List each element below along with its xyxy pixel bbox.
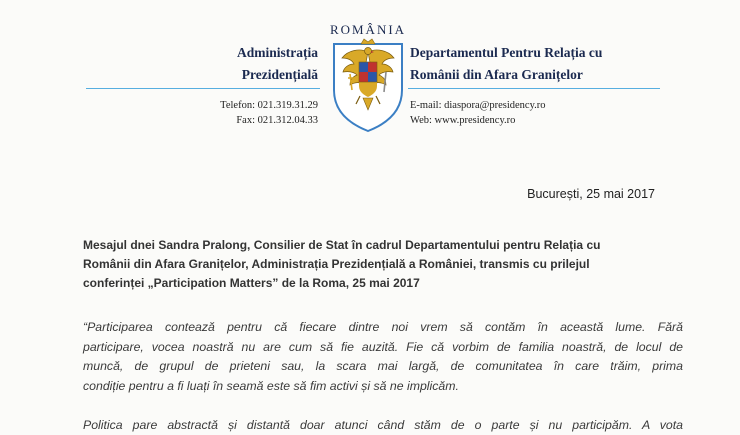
- department-title: [410, 42, 650, 86]
- body-line: muncă, de grupul de prieteni sau, la scara mai largă, de comunitatea în care trăim, prima: [83, 357, 683, 377]
- phone-number: Telefon: 021.319.31.29: [150, 98, 318, 113]
- message-title-line: Românii din Afara Granițelor, Administrația Prezidențială a României, transmis cu prilejul: [83, 255, 683, 274]
- body-line: [83, 396, 683, 416]
- administration-title-line-2: Prezidențială: [150, 64, 318, 86]
- body-line: Politica pare abstractă și distantă doar atunci când stăm de o parte și nu participăm. A vota: [83, 416, 683, 435]
- message-title: [83, 236, 683, 293]
- message-title-line: Mesajul dnei Sandra Pralong, Consilier de Stat în cadrul Departamentului pentru Relația cu: [83, 236, 683, 255]
- department-title-line-1: Departamentul Pentru Relația cu: [410, 42, 650, 64]
- message-body: [83, 318, 683, 435]
- header-rule-left: [86, 88, 320, 89]
- header-rule-right: [408, 88, 660, 89]
- web-address: Web: www.presidency.ro: [410, 113, 650, 128]
- country-name: ROMÂNIA: [318, 22, 418, 38]
- department-title-line-2: Românii din Afara Granițelor: [410, 64, 650, 86]
- body-line: condiție pentru a fi luați în seamă este să fim activi și să ne implicăm.: [83, 377, 683, 397]
- email-address: E-mail: diaspora@presidency.ro: [410, 98, 650, 113]
- administration-title: [150, 42, 318, 86]
- fax-number: Fax: 021.312.04.33: [150, 113, 318, 128]
- contact-online-block: [410, 98, 650, 128]
- romanian-coat-of-arms-icon: [330, 38, 406, 134]
- message-title-line: conferinței „Participation Matters” de la Roma, 25 mai 2017: [83, 274, 683, 293]
- body-line: participare, vocea noastră nu are cum să fie auzită. Fie că vorbim de familia noastră, de locul de: [83, 338, 683, 358]
- body-line: “Participarea contează pentru că fiecare dintre noi vrem să contăm în această lume. Fără: [83, 318, 683, 338]
- administration-title-line-1: Administrația: [150, 42, 318, 64]
- contact-phone-block: [150, 98, 318, 128]
- dateline: București, 25 mai 2017: [400, 187, 655, 201]
